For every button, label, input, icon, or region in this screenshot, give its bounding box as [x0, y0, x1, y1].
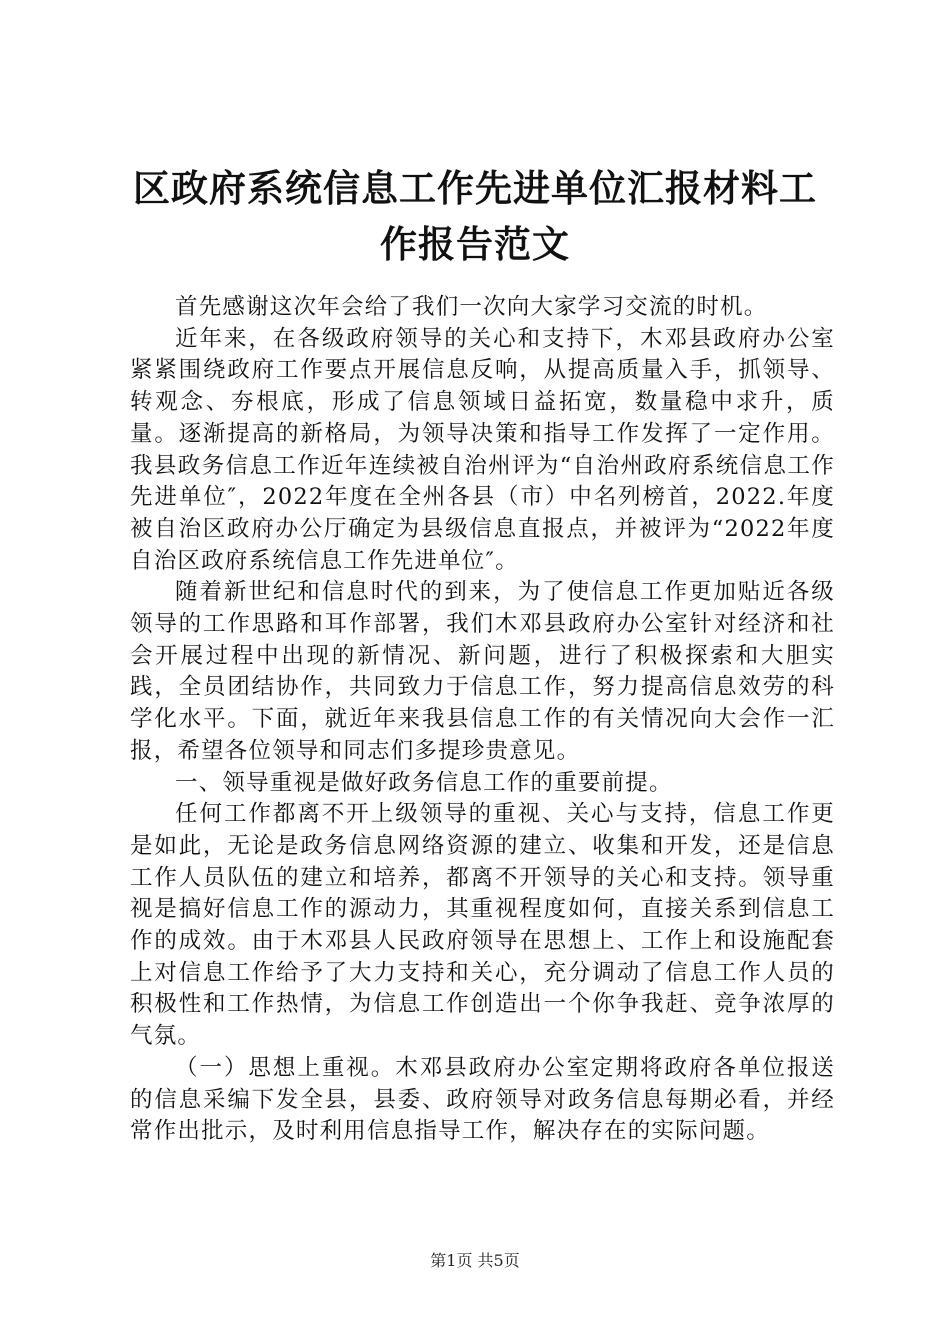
page-number-footer: 第1页 共5页	[430, 1251, 520, 1270]
paragraph: 随着新世纪和信息时代的到来，为了使信息工作更加贴近各级领导的工作思路和耳作部署，我们木邓县政府办公室针对经济和社会开展过程中出现的新情况、新问题，进行了积极探索和大胆实践，全员团结协作，共同致力于信息工作，努力提高信息效劳的科学化水平。下面，就近年来我县信息工作的有关情况向大会作一汇报，希望各位领导和同志们多提珍贵意见。	[130, 579, 835, 764]
document-title: 区政府系统信息工作先进单位汇报材料工作报告范文	[133, 166, 817, 266]
document-body	[130, 292, 835, 1148]
section-heading: 一、领导重视是做好政务信息工作的重要前提。	[175, 769, 673, 796]
paragraph: 近年来，在各级政府领导的关心和支持下，木邓县政府办公室紧紧围绕政府工作要点开展信息反响，从提高质量入手，抓领导、转观念、夯根底，形成了信息领域日益拓宽，数量稳中求升，质量。逐渐提高的新格局，为领导决策和指导工作发挥了一定作用。我县政务信息工作近年连续被自治州评为“自治州政府系统信息工作先进单位″，2022年度在全州各县（市）中名列榜首，2022.年度被自治区政府办公厅确定为县级信息直报点，并被评为“2022年度自治区政府系统信息工作先进单位″。	[130, 325, 835, 574]
paragraph: 任何工作都离不开上级领导的重视、关心与支持，信息工作更是如此，无论是政务信息网络资源的建立、收集和开发，还是信息工作人员队伍的建立和培养，都离不开领导的关心和支持。领导重视是搞好信息工作的源动力，其重视程度如何，直接关系到信息工作的成效。由于木邓县人民政府领导在思想上、工作上和设施配套上对信息工作给予了大力支持和关心，充分调动了信息工作人员的积极性和工作热情，为信息工作创造出一个你争我赶、竞争浓厚的气氛。	[130, 801, 835, 1050]
paragraph: 首先感谢这次年会给了我们一次向大家学习交流的时机。	[175, 294, 768, 320]
paragraph: （一）思想上重视。木邓县政府办公室定期将政府各单位报送的信息采编下发全县，县委、政府领导对政务信息每期必看，并经常作出批示，及时利用信息指导工作，解决存在的实际问题。	[130, 1054, 835, 1145]
